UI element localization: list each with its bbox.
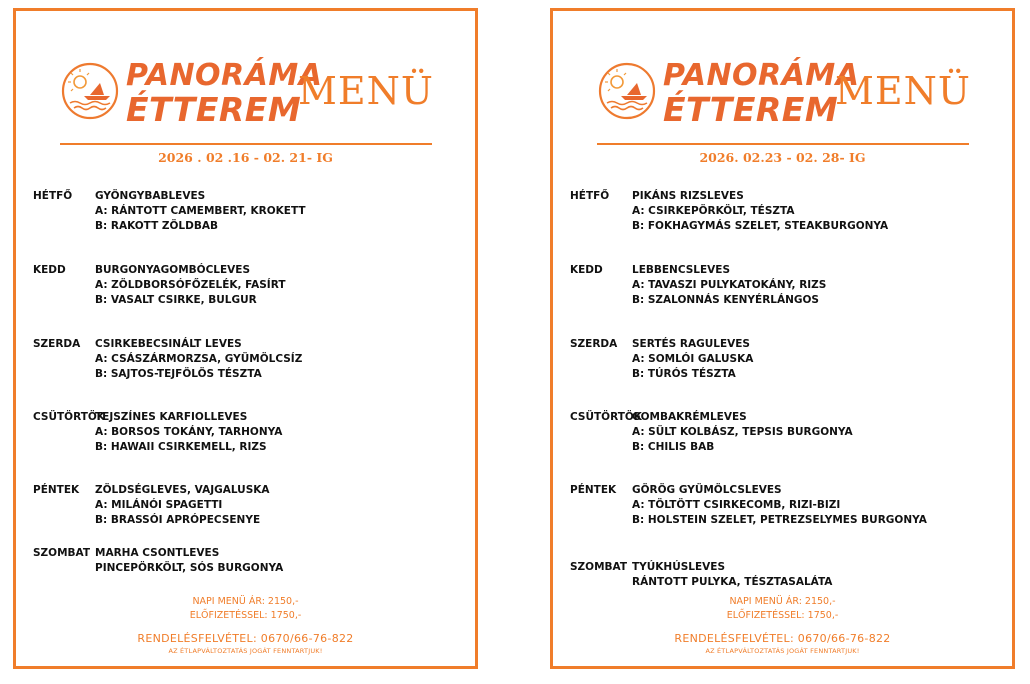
option-b: B: HAWAII CSIRKEMELL, RIZS [95, 441, 267, 453]
option-b: B: SAJTOS-TEJFÖLÖS TÉSZTA [95, 368, 262, 380]
option-a: A: CSÁSZÁRMORZSA, GYÜMÖLCSÍZ [95, 353, 303, 365]
day-name: PÉNTEK [570, 484, 617, 496]
option-b: B: FOKHAGYMÁS SZELET, STEAKBURGONYA [632, 220, 889, 232]
soup: GOMBAKRÉMLEVES [632, 411, 747, 423]
soup: ZÖLDSÉGLEVES, VAJGALUSKA [95, 484, 270, 496]
divider [60, 143, 432, 145]
day-name: CSÜTÖRTÖK [33, 411, 105, 423]
menu-title: MENÜ [835, 69, 971, 113]
day-name: SZOMBAT [570, 561, 628, 573]
option-a: A: ZÖLDBORSÓFŐZELÉK, FASÍRT [95, 279, 286, 291]
menu-page-week-1 [13, 8, 478, 669]
daily-price: NAPI MENÜ ÁR: 2150,- [192, 596, 299, 607]
soup: MARHA CSONTLEVES [95, 547, 220, 559]
restaurant-name [126, 59, 322, 127]
price-info [553, 595, 1012, 623]
day-name: SZOMBAT [33, 547, 91, 559]
soup: GYÖNGYBABLEVES [95, 190, 206, 202]
option-a: A: SOMLÓI GALUSKA [632, 353, 754, 365]
soup: BURGONYAGOMBÓCLEVES [95, 264, 251, 276]
daily-price: NAPI MENÜ ÁR: 2150,- [729, 596, 836, 607]
restaurant-logo [597, 57, 860, 133]
restaurant-name [663, 59, 859, 127]
price-info [16, 595, 475, 623]
option-b: B: SZALONNÁS KENYÉRLÁNGOS [632, 294, 819, 306]
subscription-price: ELŐFIZETÉSSEL: 1750,- [726, 610, 839, 621]
disclaimer: AZ ÉTLAPVÁLTOZTATÁS JOGÁT FENNTARTJUK! [168, 647, 323, 655]
day-name: SZERDA [570, 338, 618, 350]
day-name: PÉNTEK [33, 484, 80, 496]
sun-boat-logo-icon [597, 61, 657, 121]
option-a: A: CSIRKEPÖRKÖLT, TÉSZTA [632, 205, 795, 217]
option-b: B: TÚRÓS TÉSZTA [632, 368, 736, 380]
soup: SERTÉS RAGULEVES [632, 338, 750, 350]
main-dish: RÁNTOTT PULYKA, TÉSZTASALÁTA [632, 576, 833, 588]
sun-boat-logo-icon [60, 61, 120, 121]
soup: TYÚKHÚSLEVES [632, 561, 726, 573]
order-phone: RENDELÉSFELVÉTEL: 0670/66-76-822 [674, 632, 891, 645]
day-name: KEDD [33, 264, 66, 276]
soup: GÖRÖG GYÜMÖLCSLEVES [632, 484, 782, 496]
option-b: B: VASALT CSIRKE, BULGUR [95, 294, 257, 306]
option-a: A: RÁNTOTT CAMEMBERT, KROKETT [95, 205, 306, 217]
restaurant-logo [60, 57, 323, 133]
day-name: HÉTFŐ [33, 190, 73, 202]
brand-line-2: ÉTTEREM [126, 90, 302, 129]
day-name: KEDD [570, 264, 603, 276]
subscription-price: ELŐFIZETÉSSEL: 1750,- [189, 610, 302, 621]
brand-line-2: ÉTTEREM [663, 90, 839, 129]
order-phone: RENDELÉSFELVÉTEL: 0670/66-76-822 [137, 632, 354, 645]
menu-title: MENÜ [298, 69, 434, 113]
menu-page-week-2 [550, 8, 1015, 669]
option-a: A: MILÁNÓI SPAGETTI [95, 499, 223, 511]
main-dish: PINCEPÖRKÖLT, SÓS BURGONYA [95, 562, 284, 574]
day-name: SZERDA [33, 338, 81, 350]
disclaimer: AZ ÉTLAPVÁLTOZTATÁS JOGÁT FENNTARTJUK! [705, 647, 860, 655]
day-name: CSÜTÖRTÖK [570, 411, 642, 423]
day-name: HÉTFŐ [570, 190, 610, 202]
divider [597, 143, 969, 145]
soup: TEJSZÍNES KARFIOLLEVES [95, 411, 248, 423]
option-a: A: BORSOS TOKÁNY, TARHONYA [95, 426, 283, 438]
option-b: B: BRASSÓI APRÓPECSENYE [95, 514, 261, 526]
option-b: B: RAKOTT ZÖLDBAB [95, 220, 218, 232]
option-a: A: TÖLTÖTT CSIRKECOMB, RIZI-BIZI [632, 499, 841, 511]
week-dates: 2026. 02.23 - 02. 28- IG [699, 150, 866, 165]
option-b: B: CHILIS BAB [632, 441, 715, 453]
option-a: A: SÜLT KOLBÁSZ, TEPSIS BURGONYA [632, 426, 853, 438]
soup: LEBBENCSLEVES [632, 264, 731, 276]
brand-line-1: PANORÁMA [126, 58, 323, 93]
soup: PIKÁNS RIZSLEVES [632, 190, 744, 202]
soup: CSIRKEBECSINÁLT LEVES [95, 338, 242, 350]
brand-line-1: PANORÁMA [663, 58, 860, 93]
week-dates: 2026 . 02 .16 - 02. 21- IG [158, 150, 333, 165]
option-a: A: TAVASZI PULYKATOKÁNY, RIZS [632, 279, 827, 291]
option-b: B: HOLSTEIN SZELET, PETREZSELYMES BURGONYA [632, 514, 927, 526]
